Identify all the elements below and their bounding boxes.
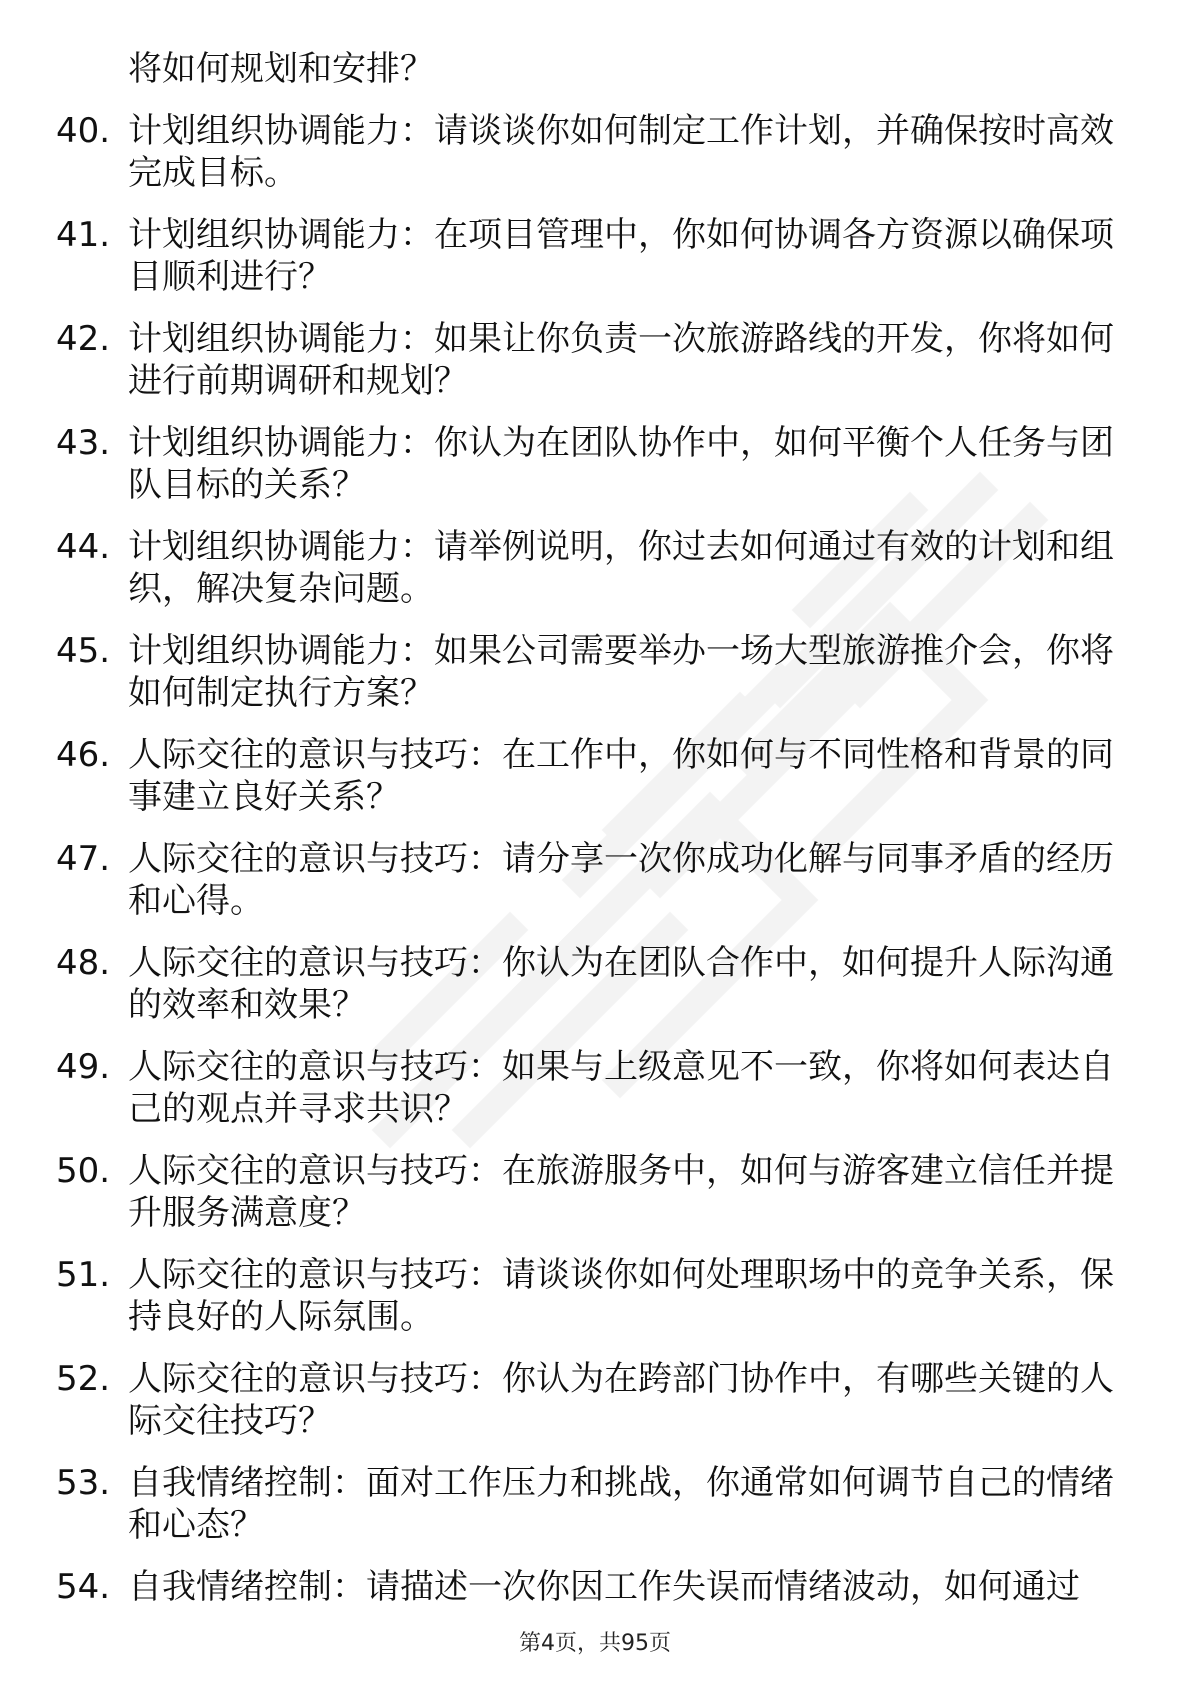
item-number: 47.	[56, 839, 111, 879]
item-number: 46.	[56, 735, 111, 775]
item-number: 54.	[56, 1567, 111, 1607]
item-text: 人际交往的意识与技巧：如果与上级意见不一致，你将如何表达自己的观点并寻求共识？	[128, 1047, 1114, 1129]
item-text: 人际交往的意识与技巧：请谈谈你如何处理职场中的竞争关系，保持良好的人际氛围。	[128, 1255, 1114, 1337]
list-item	[0, 734, 1190, 838]
list-item	[0, 318, 1190, 422]
item-text: 计划组织协调能力：请谈谈你如何制定工作计划，并确保按时高效完成目标。	[128, 111, 1114, 193]
item-number: 43.	[56, 423, 111, 463]
item-number: 40.	[56, 111, 111, 151]
item-text: 计划组织协调能力：你认为在团队协作中，如何平衡个人任务与团队目标的关系？	[128, 423, 1114, 505]
item-number: 51.	[56, 1255, 111, 1295]
item-number: 49.	[56, 1047, 111, 1087]
item-text: 自我情绪控制：请描述一次你因工作失误而情绪波动，如何通过	[128, 1567, 1080, 1607]
item-text: 人际交往的意识与技巧：你认为在跨部门协作中，有哪些关键的人际交往技巧？	[128, 1359, 1114, 1441]
list-item	[0, 1046, 1190, 1150]
list-item	[0, 526, 1190, 630]
item-text: 计划组织协调能力：如果公司需要举办一场大型旅游推介会，你将如何制定执行方案？	[128, 631, 1114, 713]
item-number: 42.	[56, 319, 111, 359]
list-item	[0, 1358, 1190, 1462]
item-number: 44.	[56, 527, 111, 567]
item-number: 48.	[56, 943, 111, 983]
item-text: 人际交往的意识与技巧：在工作中，你如何与不同性格和背景的同事建立良好关系？	[128, 735, 1114, 817]
item-text: 计划组织协调能力：如果让你负责一次旅游路线的开发，你将如何进行前期调研和规划？	[128, 319, 1114, 401]
item-text: 人际交往的意识与技巧：你认为在团队合作中，如何提升人际沟通的效率和效果？	[128, 943, 1114, 1025]
item-number: 45.	[56, 631, 111, 671]
list-item	[0, 942, 1190, 1046]
question-list	[0, 110, 1190, 1670]
item-number: 41.	[56, 215, 111, 255]
list-item	[0, 1254, 1190, 1358]
list-item	[0, 1150, 1190, 1254]
item-number: 50.	[56, 1151, 111, 1191]
list-item	[0, 630, 1190, 734]
item-text: 计划组织协调能力：在项目管理中，你如何协调各方资源以确保项目顺利进行？	[128, 215, 1114, 297]
list-item	[0, 214, 1190, 318]
item-text: 人际交往的意识与技巧：请分享一次你成功化解与同事矛盾的经历和心得。	[128, 839, 1114, 921]
list-item	[0, 1462, 1190, 1566]
list-item	[0, 110, 1190, 214]
page-footer: 第4页，共95页	[519, 1631, 671, 1656]
item-number: 53.	[56, 1463, 111, 1503]
item-number: 52.	[56, 1359, 111, 1399]
item-text: 人际交往的意识与技巧：在旅游服务中，如何与游客建立信任并提升服务满意度？	[128, 1151, 1114, 1233]
list-item	[0, 838, 1190, 942]
list-item	[0, 422, 1190, 526]
item-text: 自我情绪控制：面对工作压力和挑战，你通常如何调节自己的情绪和心态？	[128, 1463, 1114, 1545]
continuation-text: 将如何规划和安排？	[128, 49, 434, 89]
item-text: 计划组织协调能力：请举例说明，你过去如何通过有效的计划和组织，解决复杂问题。	[128, 527, 1114, 609]
